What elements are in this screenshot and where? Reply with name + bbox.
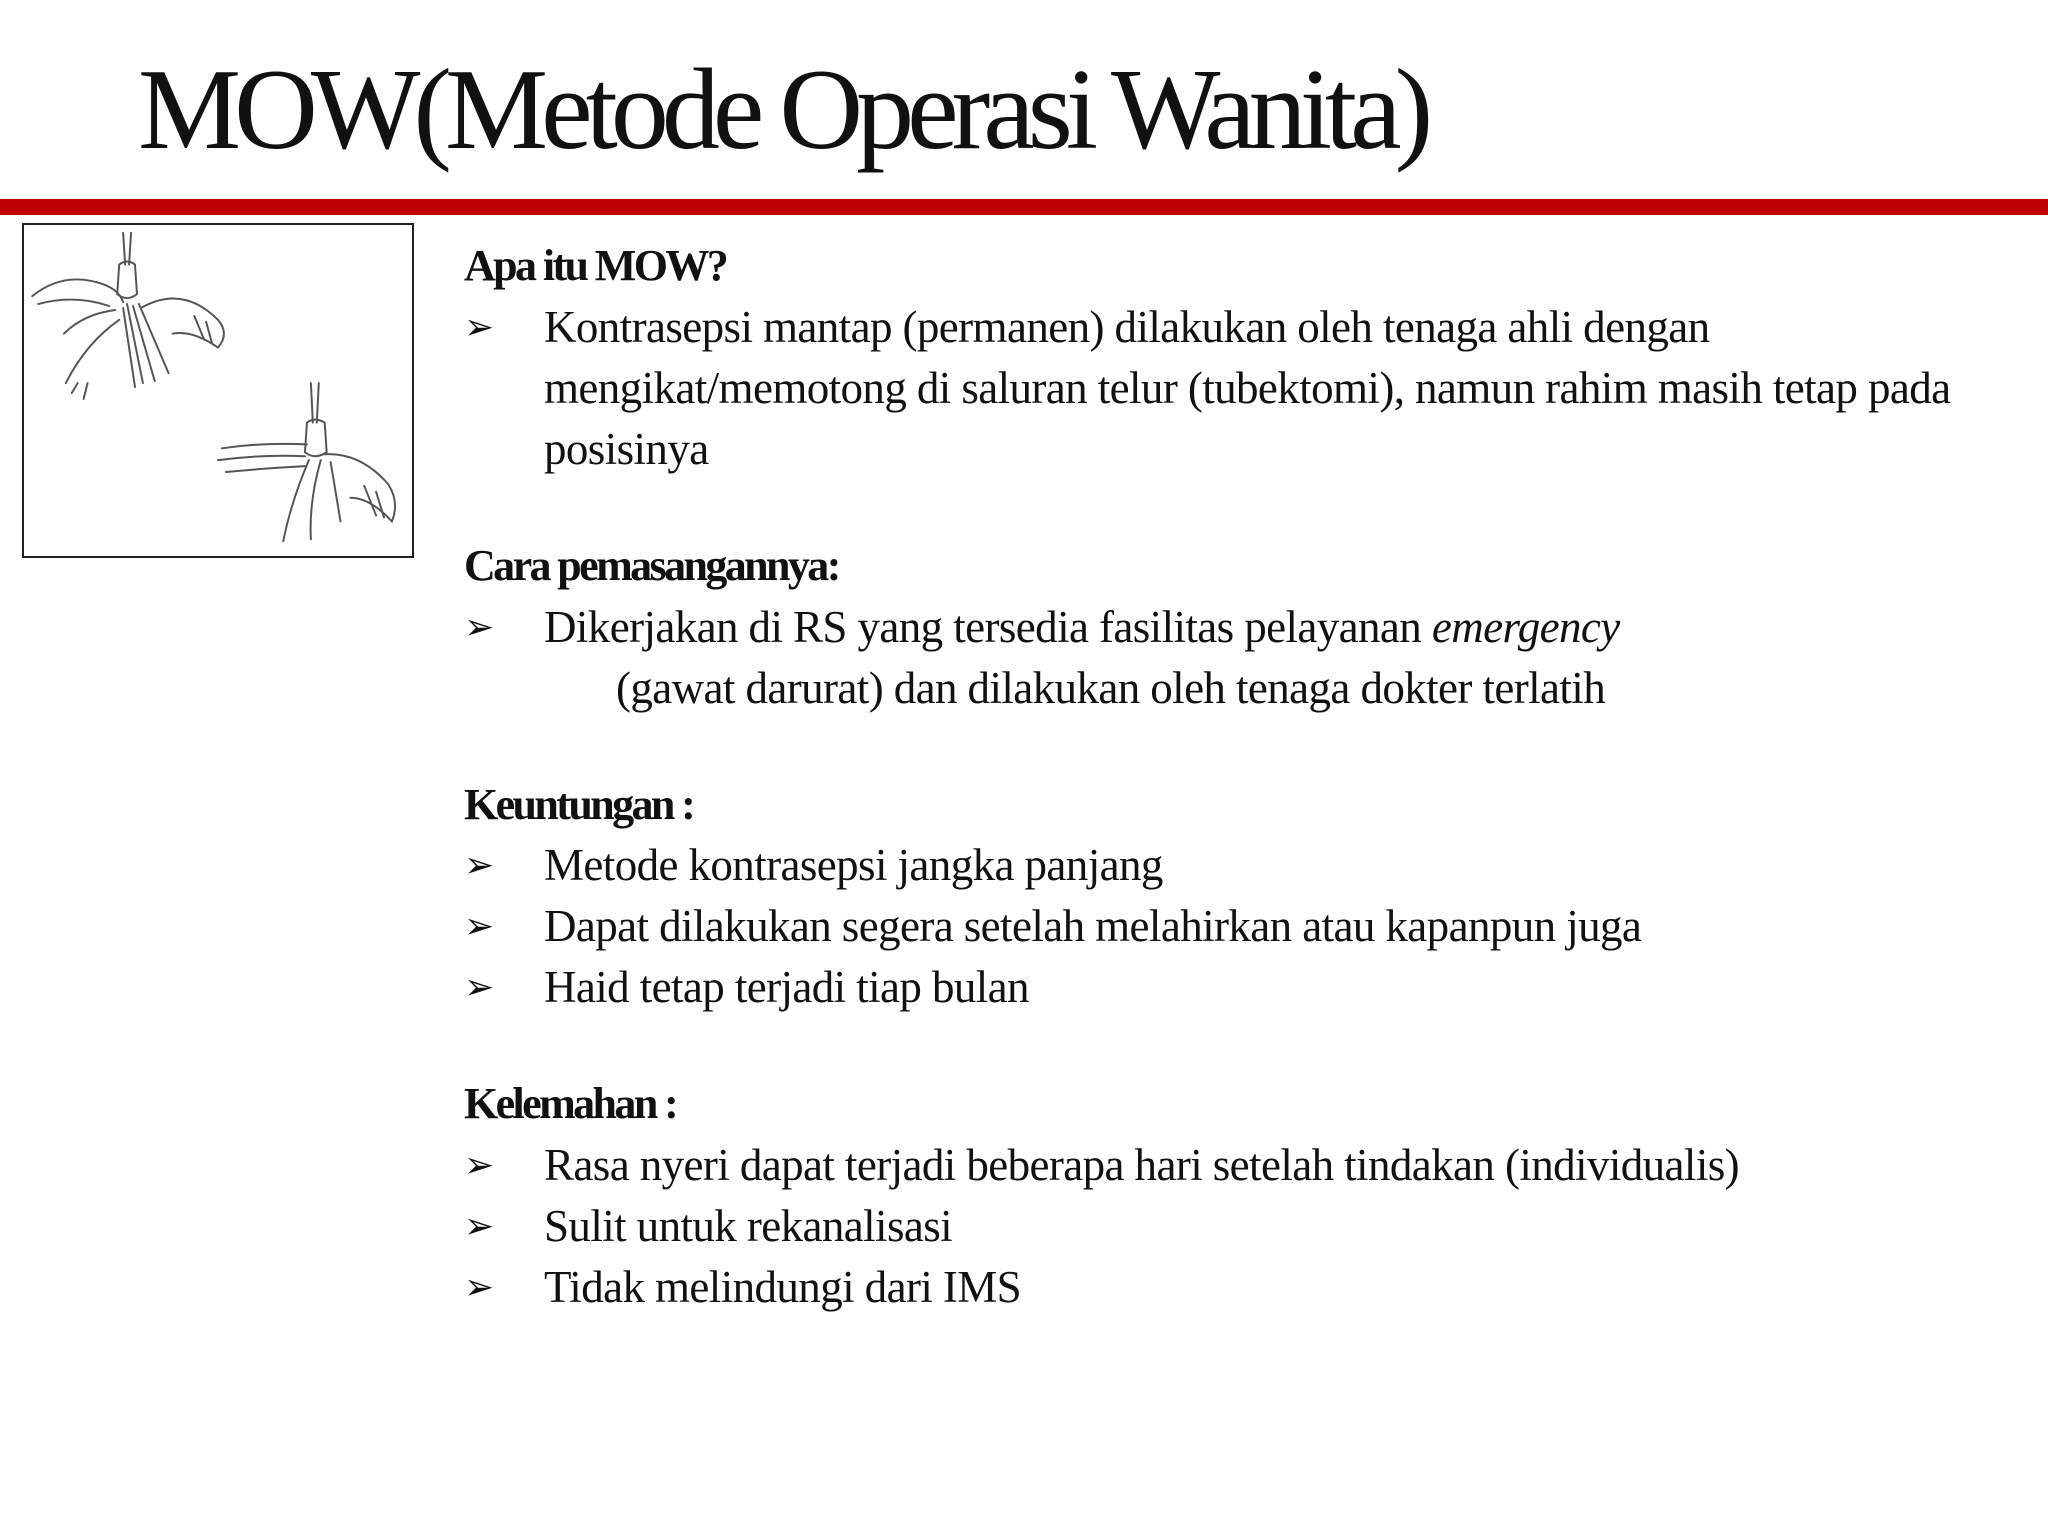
list-item-text: Haid tetap terjadi tiap bulan — [544, 962, 1029, 1013]
fallopian-tube-tubectomy-illustration-icon — [24, 225, 412, 556]
arrow-bullet-icon: ➢ — [464, 606, 494, 648]
list-item — [464, 835, 2024, 896]
list-item — [464, 1196, 2024, 1257]
arrow-bullet-icon: ➢ — [464, 967, 494, 1009]
list-item-text: Kontrasepsi mantap (permanen) dilakukan oleh tenaga ahli dengan mengikat/memotong di saluran telur (tubektomi), namun rahim masih tetap pada posisinya — [544, 301, 1951, 474]
list-item-text: Dapat dilakukan segera setelah melahirkan atau kapanpun juga — [544, 901, 1642, 952]
list-item — [464, 597, 2024, 719]
list-item — [464, 297, 2024, 480]
section-apa-itu-mow — [464, 240, 2024, 480]
list-item-continuation: (gawat darurat) dan dilakukan oleh tenaga dokter terlatih — [616, 662, 1606, 713]
arrow-bullet-icon: ➢ — [464, 1267, 494, 1309]
arrow-bullet-icon: ➢ — [464, 906, 494, 948]
list-item-text: Dikerjakan di RS yang tersedia fasilitas pelayanan — [544, 601, 1432, 652]
emphasis-text: emergency — [1431, 601, 1620, 652]
section-heading: Keuntungan : — [464, 779, 694, 829]
section-heading: Kelemahan : — [464, 1079, 677, 1129]
section-heading: Cara pemasangannya: — [464, 540, 839, 590]
list-item-text: Tidak melindungi dari IMS — [544, 1262, 1022, 1313]
list-item — [464, 1257, 2024, 1318]
arrow-bullet-icon: ➢ — [464, 845, 494, 887]
list-item-text: Metode kontrasepsi jangka panjang — [544, 840, 1163, 891]
accent-divider — [0, 199, 2048, 215]
section-keuntungan — [464, 779, 2024, 1019]
slide-title: MOW(Metode Operasi Wanita) — [138, 46, 1427, 174]
list-item-text: Rasa nyeri dapat terjadi beberapa hari setelah tindakan (individualis) — [544, 1140, 1740, 1191]
section-kelemahan — [464, 1078, 2024, 1318]
section-heading: Apa itu MOW? — [464, 241, 727, 290]
arrow-bullet-icon: ➢ — [464, 1145, 494, 1187]
list-item — [464, 896, 2024, 957]
list-item — [464, 957, 2024, 1018]
list-item — [464, 1135, 2024, 1196]
list-item-text: Sulit untuk rekanalisasi — [544, 1201, 953, 1252]
arrow-bullet-icon: ➢ — [464, 306, 494, 348]
arrow-bullet-icon: ➢ — [464, 1206, 494, 1248]
section-cara-pemasangan — [464, 540, 2024, 719]
slide-content — [464, 240, 2024, 1378]
tubectomy-illustration — [22, 223, 414, 558]
